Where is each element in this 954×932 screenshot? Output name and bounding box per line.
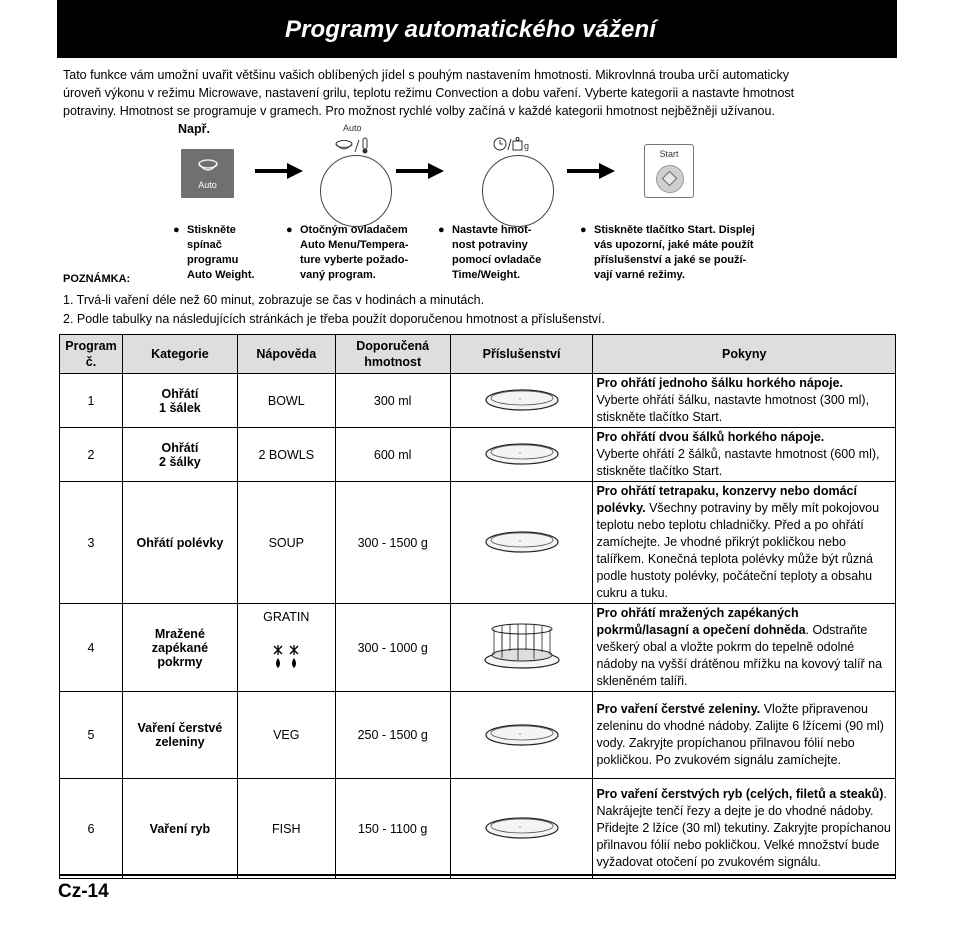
intro-line: Tato funkce vám umožní uvařit většinu vašich oblíbených jídel s pouhým nastavením hmotnosti. Mikrovlnná trouba určí automaticky <box>63 68 790 82</box>
hint-cell: SOUP <box>237 482 335 604</box>
category-cell: Ohřátí 1 šálek <box>122 374 237 428</box>
col-header-category: Kategorie <box>122 335 237 374</box>
table-row <box>60 428 896 482</box>
instructions-cell: Pro ohřátí tetrapaku, konzervy nebo domácí polévky. Všechny potraviny by měly mít pokojovou teplotu nebo teplotu chladničky. Před a po ohřátí zamíchejte. Je vhodné přikrýt pokličkou nebo talířkem. Konečná teplota polévky může být různá podle hustoty polévky, počáteční teploty a obsahu cukru a tuku. <box>593 482 896 604</box>
svg-text:°: ° <box>518 398 521 404</box>
program-number: 2 <box>60 428 123 482</box>
start-button <box>644 144 694 198</box>
weight-cell: 600 ml <box>335 428 450 482</box>
accessory-cell <box>450 428 593 482</box>
example-label: Např. <box>178 122 210 136</box>
step-1: ● Stiskněte spínač programu Auto Weight. <box>173 224 255 281</box>
hint-cell: BOWL <box>237 374 335 428</box>
glass-tray-icon <box>484 721 560 747</box>
clock-weight-icon <box>493 136 533 152</box>
category-cell: Vaření čerstvé zeleniny <box>122 692 237 779</box>
program-number: 4 <box>60 604 123 692</box>
svg-text:°: ° <box>518 732 521 739</box>
accessory-cell <box>450 604 593 692</box>
hint-cell: FISH <box>237 779 335 879</box>
grill-convection-icon <box>270 644 304 670</box>
glass-tray-icon <box>484 528 560 554</box>
step-4: ● Stiskněte tlačítko Start. Displej vás upozorní, jaké máte použít příslušenství a jaké se použí- vají varné režimy. <box>580 224 755 281</box>
table-header-row <box>60 335 896 374</box>
table-row <box>60 779 896 879</box>
programs-table <box>59 334 896 879</box>
instructions-cell: Pro vaření čerstvé zeleniny. Vložte připravenou zeleninu do vhodné nádoby. Zalijte 6 lžícemi (90 ml) vody. Zakryjte propíchanou přilnavou fólií nebo pokličkou. Po zvukovém signálu zamíchejte. <box>593 692 896 779</box>
program-number: 5 <box>60 692 123 779</box>
auto-weight-button <box>181 149 234 198</box>
col-header-hint: Nápověda <box>237 335 335 374</box>
category-cell: Mražené zapékané pokrmy <box>122 604 237 692</box>
program-number: 6 <box>60 779 123 879</box>
category-cell: Ohřátí polévky <box>122 482 237 604</box>
col-header-instructions: Pokyny <box>593 335 896 374</box>
note-heading: POZNÁMKA: <box>63 273 131 285</box>
time-weight-dial <box>482 155 554 227</box>
arrow-right-icon <box>255 163 303 179</box>
table-row <box>60 374 896 428</box>
svg-text:°: ° <box>518 540 521 546</box>
glass-tray-icon <box>484 440 560 466</box>
col-header-accessory: Příslušenství <box>450 335 593 374</box>
hint-text: GRATIN <box>263 610 310 624</box>
step-2: ● Otočným ovladačem Auto Menu/Tempera- ture vyberte požado- vaný program. <box>286 224 409 281</box>
bowl-thermometer-icon <box>334 137 374 155</box>
table-row <box>60 604 896 692</box>
note-item: 1. Trvá-li vaření déle než 60 minut, zobrazuje se čas v hodinách a minutách. <box>63 293 485 307</box>
program-number: 3 <box>60 482 123 604</box>
bowl-icon <box>197 158 219 176</box>
accessory-cell <box>450 374 593 428</box>
hint-cell <box>237 604 335 692</box>
category-cell: Vaření ryb <box>122 779 237 879</box>
weight-cell: 300 ml <box>335 374 450 428</box>
svg-text:°: ° <box>518 826 521 832</box>
auto-menu-dial <box>320 155 392 227</box>
table-row <box>60 482 896 604</box>
glass-tray-icon <box>484 386 560 412</box>
weight-cell: 250 - 1500 g <box>335 692 450 779</box>
instructions-cell: Pro ohřátí jednoho šálku horkého nápoje. Vyberte ohřátí šálku, nastavte hmotnost (300 ml), stiskněte tlačítko Start. <box>593 374 896 428</box>
weight-cell: 150 - 1100 g <box>335 779 450 879</box>
step-3: ● Nastavte hmot- nost potraviny pomocí ovladače Time/Weight. <box>438 224 542 281</box>
hint-cell: 2 BOWLS <box>237 428 335 482</box>
accessory-cell <box>450 482 593 604</box>
bottom-rule <box>59 874 896 876</box>
page-title: Programy automatického vážení <box>285 16 657 43</box>
dial-auto-label: Auto <box>343 123 362 133</box>
wire-rack-on-tray-icon <box>482 622 562 670</box>
col-header-program: Program č. <box>60 335 123 374</box>
page-number: Cz-14 <box>58 881 109 902</box>
program-number: 1 <box>60 374 123 428</box>
intro-line: úroveň výkonu v režimu Microwave, nastavení grilu, teplotu režimu Convection a dobu vaření. Vyberte kategorii a nastavte hmotnost <box>63 86 795 100</box>
title-bar <box>57 0 897 58</box>
intro-line: potraviny. Hmotnost se programuje v gramech. Pro možnost rychlé volby začíná v každé kategorii hmotnost nejběžněji užívanou. <box>63 104 775 118</box>
weight-cell: 300 - 1500 g <box>335 482 450 604</box>
instructions-cell: Pro ohřátí dvou šálků horkého nápoje. Vyberte ohřátí 2 šálků, nastavte hmotnost (600 ml), stiskněte tlačítko Start. <box>593 428 896 482</box>
arrow-right-icon <box>396 163 444 179</box>
start-diamond-icon <box>656 165 684 193</box>
table-row <box>60 692 896 779</box>
auto-button-label: Auto <box>198 180 217 190</box>
instructions-cell: Pro ohřátí mražených zapékaných pokrmů/lasagní a opečení dohněda. Odstraňte veškerý obal a vložte pokrm do tepelně odolné nádoby na vyšší drátěnou mřížku na kovový talíř na skleněném talíři. <box>593 604 896 692</box>
arrow-right-icon <box>567 163 615 179</box>
category-cell: Ohřátí 2 šálky <box>122 428 237 482</box>
accessory-cell <box>450 779 593 879</box>
hint-cell: VEG <box>237 692 335 779</box>
instructions-cell: Pro vaření čerstvých ryb (celých, filetů a steaků). Nakrájejte tenčí řezy a dejte je do vhodné nádoby. Přidejte 2 lžíce (30 ml) tekutiny. Zakryjte propíchanou přilnavou fólií nebo pokličkou. Velké množství bude vyžadovat otočení po zvukovém signálu. <box>593 779 896 879</box>
start-button-label: Start <box>659 149 679 159</box>
svg-text:°: ° <box>518 452 521 458</box>
glass-tray-icon <box>484 814 560 840</box>
col-header-weight: Doporučená hmotnost <box>335 335 450 374</box>
weight-cell: 300 - 1000 g <box>335 604 450 692</box>
intro-paragraph <box>63 66 893 120</box>
svg-text:g: g <box>524 141 530 151</box>
accessory-cell <box>450 692 593 779</box>
note-item: 2. Podle tabulky na následujících stránkách je třeba použít doporučenou hmotnost a příslušenství. <box>63 312 605 326</box>
